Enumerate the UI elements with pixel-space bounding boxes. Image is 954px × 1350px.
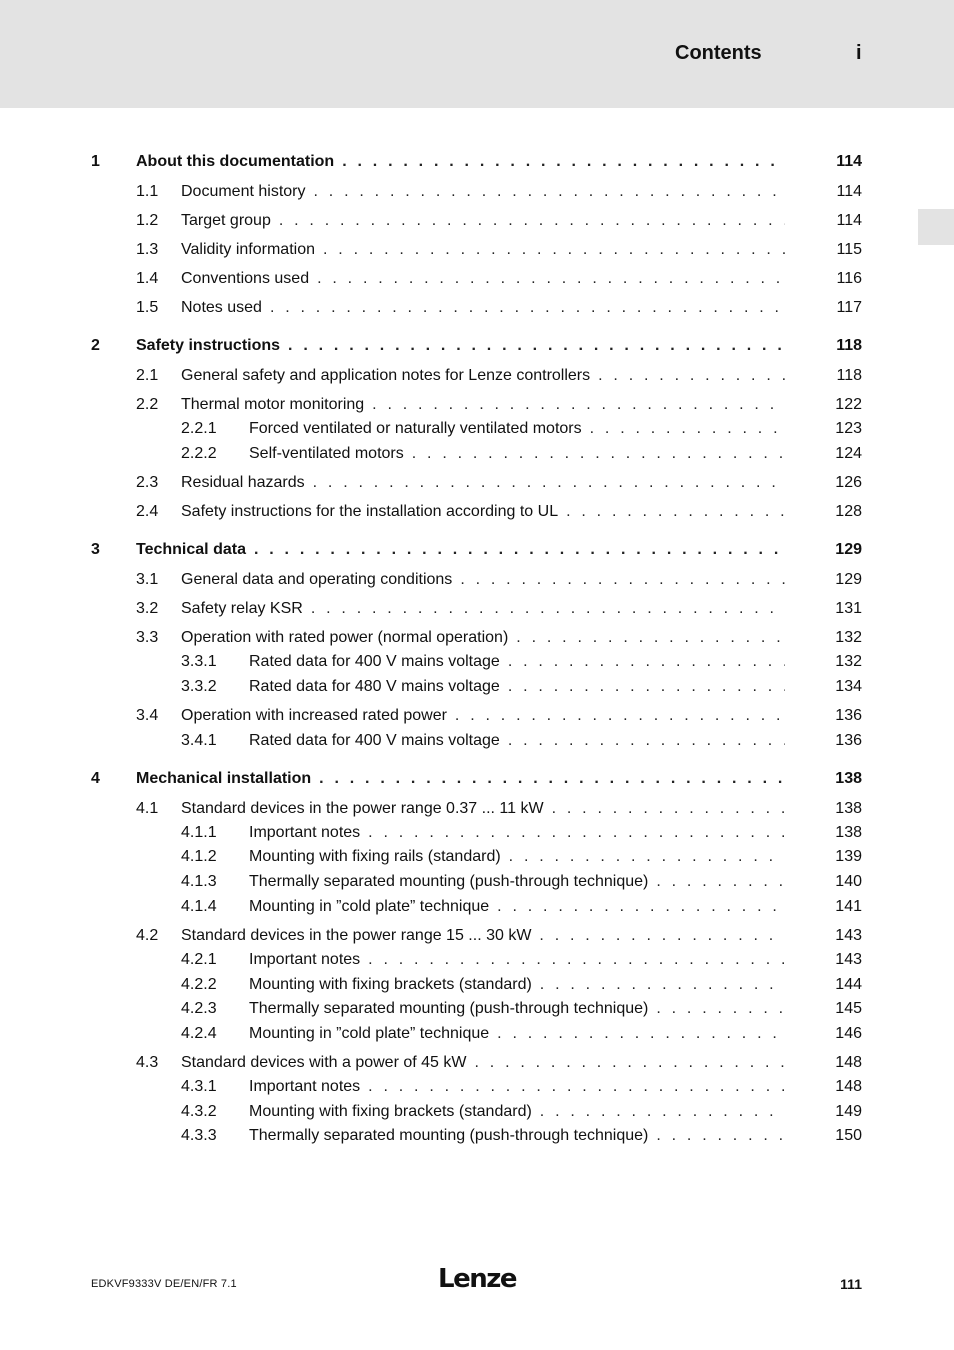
toc-entry-title: Safety relay KSR [181,600,303,617]
toc-entry-title: Thermal motor monitoring [181,396,365,413]
toc-entry-number: 3.1 [136,571,159,588]
toc-entry-leader [249,846,785,868]
toc-entry-page: 134 [835,678,862,695]
dot-leader [656,998,785,1020]
toc-entry-title: Conventions used [181,270,310,287]
toc-entry-leader [181,472,785,494]
toc-entry-number: 1.3 [136,241,159,258]
toc-entry-page: 123 [835,420,862,437]
toc-entry-number: 1 [91,153,100,170]
toc-entry-page: 124 [835,445,862,462]
toc-entry-page: 129 [835,541,862,558]
toc-entry[interactable] [0,998,954,1020]
toc-entry[interactable] [0,418,954,440]
dot-leader [566,501,785,523]
toc-entry[interactable] [0,539,954,561]
toc-entry-number: 2.4 [136,503,159,520]
toc-entry[interactable] [0,627,954,649]
dot-leader [516,627,785,649]
toc-entry-title: Notes used [181,299,262,316]
dot-leader [508,651,785,673]
page-title: Contents [675,42,762,64]
toc-entry-title: Safety instructions for the installation according to UL [181,503,559,520]
toc-entry-number: 4.1.2 [181,848,217,865]
toc-entry-leader [181,239,785,261]
toc-entry-number: 3 [91,541,100,558]
toc-entry-title: Thermally separated mounting (push-through technique) [249,1127,649,1144]
toc-entry-title: Important notes [249,824,361,841]
toc-entry[interactable] [0,239,954,261]
toc-entry-number: 1.2 [136,212,159,229]
toc-entry-title: Mounting in ”cold plate” technique [249,898,490,915]
toc-entry-title: General safety and application notes for Lenze controllers [181,367,591,384]
toc-entry-title: Operation with increased rated power [181,707,447,724]
toc-entry-title: Operation with rated power (normal operation) [181,629,509,646]
dot-leader [455,705,785,727]
toc-entry-title: Mounting with fixing rails (standard) [249,848,501,865]
dot-leader [368,949,785,971]
dot-leader [539,925,785,947]
toc-entry-title: Mounting with fixing brackets (standard) [249,1103,532,1120]
toc-entry-number: 4.3 [136,1054,159,1071]
toc-entry[interactable] [0,181,954,203]
toc-entry-leader [181,268,785,290]
dot-leader [319,768,785,790]
toc-entry-leader [181,1052,785,1074]
toc-entry[interactable] [0,365,954,387]
toc-entry-title: Standard devices in the power range 0.37 ... 11 kW [181,800,544,817]
toc-entry-leader [249,730,785,752]
dot-leader [270,297,785,319]
toc-entry[interactable] [0,798,954,820]
toc-entry[interactable] [0,705,954,727]
toc-entry-title: Important notes [249,951,361,968]
toc-entry-leader [181,705,785,727]
dot-leader [368,1076,785,1098]
toc-entry[interactable] [0,1125,954,1147]
toc-entry-number: 2 [91,337,100,354]
toc-entry-page: 148 [835,1054,862,1071]
toc-entry-leader [181,210,785,232]
toc-entry[interactable] [0,210,954,232]
toc-entry-page: 150 [835,1127,862,1144]
toc-entry-leader [249,1125,785,1147]
dot-leader [656,871,785,893]
toc-entry-number: 2.1 [136,367,159,384]
toc-entry-page: 138 [835,800,862,817]
toc-entry-title: Rated data for 400 V mains voltage [249,653,500,670]
dot-leader [656,1125,785,1147]
dot-leader [313,472,785,494]
toc-entry-leader [249,1076,785,1098]
toc-entry-number: 4.1.4 [181,898,217,915]
toc-entry-page: 132 [835,653,862,670]
toc-entry[interactable] [0,1023,954,1045]
dot-leader [317,268,785,290]
toc-entry[interactable] [0,676,954,698]
toc-entry-number: 4.3.3 [181,1127,217,1144]
toc-entry-leader [249,1023,785,1045]
toc-entry-title: Thermally separated mounting (push-through technique) [249,1000,649,1017]
toc-entry-leader [181,297,785,319]
toc-entry-page: 144 [835,976,862,993]
dot-leader [540,974,785,996]
toc-entry-title: Thermally separated mounting (push-through technique) [249,873,649,890]
toc-entry-page: 143 [835,951,862,968]
toc-entry-page: 138 [835,824,862,841]
dot-leader [342,151,785,173]
dot-leader [552,798,785,820]
section-mark: i [856,42,862,64]
toc-entry-leader [136,151,785,173]
toc-entry[interactable] [0,443,954,465]
toc-entry[interactable] [0,846,954,868]
toc-entry-title: Safety instructions [136,337,281,354]
toc-entry[interactable] [0,730,954,752]
dot-leader [497,1023,785,1045]
toc-entry-leader [181,569,785,591]
lenze-logo: Lenze [438,1264,516,1294]
toc-entry-title: Standard devices with a power of 45 kW [181,1054,467,1071]
dot-leader [323,239,785,261]
dot-leader [412,443,785,465]
toc-entry-number: 3.3.2 [181,678,217,695]
toc-entry[interactable] [0,822,954,844]
toc-entry-number: 1.1 [136,183,159,200]
dot-leader [508,730,785,752]
toc-entry-number: 2.2.2 [181,445,217,462]
toc-entry-page: 126 [835,474,862,491]
toc-entry[interactable] [0,569,954,591]
toc-entry-leader [249,418,785,440]
toc-entry-page: 143 [835,927,862,944]
toc-entry[interactable] [0,896,954,918]
toc-entry-number: 3.3.1 [181,653,217,670]
document-id: EDKVF9333V DE/EN/FR 7.1 [91,1278,237,1290]
toc-entry[interactable] [0,1076,954,1098]
toc-entry-number: 2.2.1 [181,420,217,437]
toc-entry[interactable] [0,925,954,947]
toc-entry-number: 4.2 [136,927,159,944]
toc-entry[interactable] [0,297,954,319]
dot-leader [288,335,785,357]
toc-entry-page: 128 [835,503,862,520]
dot-leader [590,418,785,440]
toc-entry-page: 149 [835,1103,862,1120]
toc-entry-page: 114 [836,153,862,170]
toc-entry-title: Target group [181,212,271,229]
toc-entry-title: About this documentation [136,153,335,170]
dot-leader [314,181,786,203]
toc-entry-number: 3.4 [136,707,159,724]
toc-entry-leader [181,598,785,620]
toc-entry-number: 4.2.4 [181,1025,217,1042]
toc-entry-page: 132 [835,629,862,646]
toc-entry-leader [249,822,785,844]
toc-entry-number: 4.1.1 [181,824,217,841]
toc-entry-page: 115 [836,241,862,258]
toc-entry-leader [181,394,785,416]
toc-entry-leader [249,949,785,971]
toc-entry-leader [249,676,785,698]
toc-entry[interactable] [0,598,954,620]
toc-entry-number: 2.3 [136,474,159,491]
toc-entry-leader [181,798,785,820]
toc-entry-leader [249,1101,785,1123]
dot-leader [474,1052,785,1074]
dot-leader [279,210,785,232]
toc-entry-page: 146 [835,1025,862,1042]
toc-entry[interactable] [0,268,954,290]
toc-entry-leader [249,651,785,673]
toc-entry-page: 114 [836,183,862,200]
toc-entry-leader [181,365,785,387]
toc-entry-title: General data and operating conditions [181,571,453,588]
toc-entry-leader [181,181,785,203]
toc-entry-number: 1.4 [136,270,159,287]
toc-entry-title: Validity information [181,241,315,258]
toc-entry-title: Residual hazards [181,474,305,491]
toc-entry[interactable] [0,501,954,523]
toc-entry-number: 4.2.3 [181,1000,217,1017]
toc-entry[interactable] [0,151,954,173]
toc-entry-page: 114 [836,212,862,229]
page-number: 111 [840,1276,862,1292]
toc-entry[interactable] [0,949,954,971]
toc-entry-title: Document history [181,183,306,200]
toc-entry-number: 4.3.1 [181,1078,217,1095]
toc-entry-title: Mounting with fixing brackets (standard) [249,976,532,993]
toc-entry-leader [136,768,785,790]
dot-leader [254,539,785,561]
toc-entry-page: 140 [835,873,862,890]
toc-entry-leader [249,974,785,996]
dot-leader [497,896,785,918]
toc-entry-title: Rated data for 400 V mains voltage [249,732,500,749]
toc-entry[interactable] [0,335,954,357]
dot-leader [311,598,785,620]
dot-leader [540,1101,785,1123]
toc-entry-page: 136 [835,707,862,724]
toc-entry-leader [249,443,785,465]
toc-entry[interactable] [0,651,954,673]
toc-entry-number: 4.1 [136,800,159,817]
toc-entry-number: 4.2.2 [181,976,217,993]
toc-entry-page: 139 [835,848,862,865]
dot-leader [372,394,785,416]
toc-entry-page: 141 [835,898,862,915]
toc-entry-title: Self-ventilated motors [249,445,404,462]
toc-entry-page: 122 [835,396,862,413]
toc-entry-leader [249,871,785,893]
toc-entry-page: 129 [835,571,862,588]
toc-entry[interactable] [0,1101,954,1123]
toc-entry-leader [249,998,785,1020]
toc-entry-page: 116 [836,270,862,287]
toc-entry-title: Forced ventilated or naturally ventilated motors [249,420,582,437]
toc-entry-number: 4 [91,770,100,787]
toc-entry-page: 131 [835,600,862,617]
toc-entry[interactable] [0,871,954,893]
toc-entry-page: 118 [836,337,862,354]
toc-entry-number: 4.1.3 [181,873,217,890]
toc-entry-page: 148 [835,1078,862,1095]
toc-entry-title: Mounting in ”cold plate” technique [249,1025,490,1042]
toc-entry[interactable] [0,1052,954,1074]
toc-entry[interactable] [0,974,954,996]
toc-entry-title: Standard devices in the power range 15 ... 30 kW [181,927,532,944]
toc-entry-page: 138 [835,770,862,787]
toc-entry-page: 118 [836,367,862,384]
toc-entry-leader [249,896,785,918]
dot-leader [368,822,785,844]
toc-entry-leader [136,539,785,561]
toc-entry-leader [181,501,785,523]
dot-leader [508,676,785,698]
toc-entry-page: 136 [835,732,862,749]
toc-entry[interactable] [0,768,954,790]
toc-entry-number: 3.3 [136,629,159,646]
toc-entry-number: 1.5 [136,299,159,316]
toc-entry-number: 4.3.2 [181,1103,217,1120]
dot-leader [509,846,785,868]
page-header [0,0,954,108]
toc-entry-title: Technical data [136,541,246,558]
toc-entry[interactable] [0,394,954,416]
dot-leader [460,569,785,591]
dot-leader [598,365,785,387]
toc-entry[interactable] [0,472,954,494]
toc-entry-page: 117 [836,299,862,316]
toc-entry-number: 2.2 [136,396,159,413]
toc-entry-title: Mechanical installation [136,770,312,787]
toc-entry-leader [181,925,785,947]
toc-entry-title: Important notes [249,1078,361,1095]
toc-entry-page: 145 [835,1000,862,1017]
toc-entry-number: 4.2.1 [181,951,217,968]
toc-entry-title: Rated data for 480 V mains voltage [249,678,500,695]
toc-entry-number: 3.2 [136,600,159,617]
toc-entry-number: 3.4.1 [181,732,217,749]
toc-entry-leader [136,335,785,357]
toc-entry-leader [181,627,785,649]
